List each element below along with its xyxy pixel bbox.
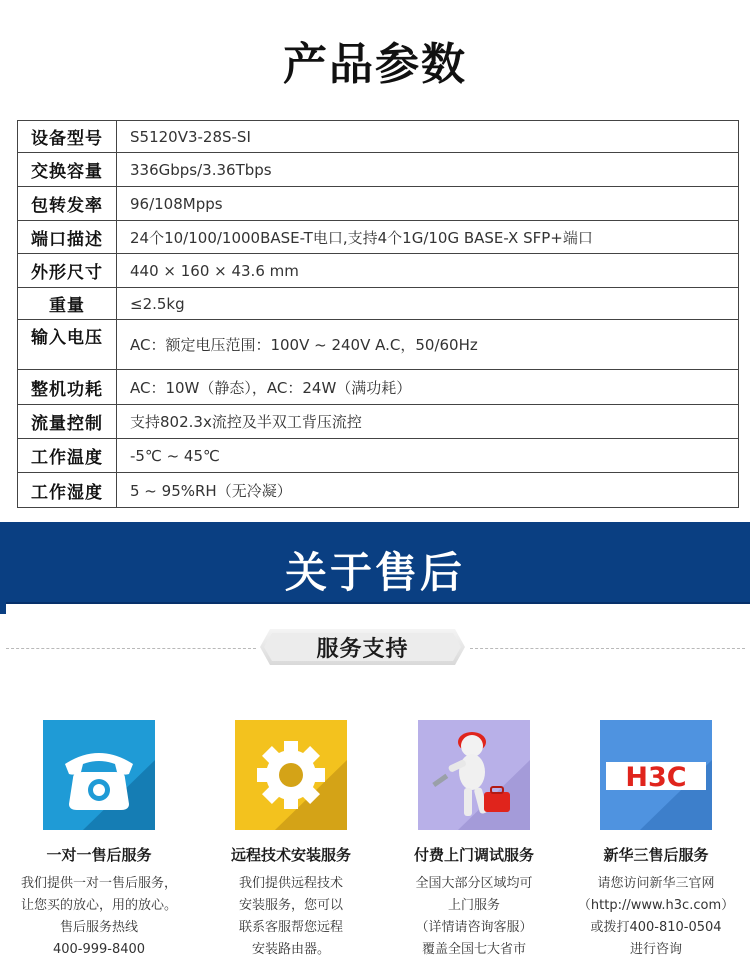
table-row xyxy=(18,187,739,221)
service-desc: 全国大部分区域均可 上门服务 （详情请咨询客服） 覆盖全国七大省市 xyxy=(415,876,533,957)
param-key: 工作温度 xyxy=(18,439,117,473)
table-row xyxy=(18,473,739,508)
table-row xyxy=(18,288,739,320)
param-key: 端口描述 xyxy=(18,221,117,254)
param-value: 支持802.3x流控及半双工背压流控 xyxy=(117,405,739,439)
divider-left xyxy=(6,648,256,649)
param-value: 5 ~ 95%RH（无冷凝） xyxy=(117,473,739,508)
param-key: 整机功耗 xyxy=(18,370,117,405)
table-row xyxy=(18,221,739,254)
param-value: 440 × 160 × 43.6 mm xyxy=(117,254,739,288)
divider-right xyxy=(470,648,745,649)
param-key: 交换容量 xyxy=(18,153,117,187)
table-row xyxy=(18,254,739,288)
service-remote-install xyxy=(199,720,383,961)
param-key: 设备型号 xyxy=(18,121,117,153)
param-key: 重量 xyxy=(18,288,117,320)
param-value: AC：10W（静态），AC：24W（满功耗） xyxy=(117,370,739,405)
table-row xyxy=(18,405,739,439)
param-value: -5℃ ~ 45℃ xyxy=(117,439,739,473)
repairman-icon xyxy=(418,720,530,830)
table-row xyxy=(18,121,739,153)
service-onsite xyxy=(382,720,566,961)
service-name: 付费上门调试服务 xyxy=(413,846,534,864)
param-key: 包转发率 xyxy=(18,187,117,221)
param-value: AC：额定电压范围：100V ~ 240V A.C，50/60Hz xyxy=(117,320,739,370)
param-key: 流量控制 xyxy=(18,405,117,439)
table-row xyxy=(18,370,739,405)
param-value: 24个10/100/1000BASE-T电口,支持4个1G/10G BASE-X SFP+端口 xyxy=(117,221,739,254)
h3c-logo xyxy=(600,720,712,830)
param-key: 工作湿度 xyxy=(18,473,117,508)
support-label: 服务支持 xyxy=(316,637,409,662)
service-desc: 我们提供远程技术 安装服务，您可以 联系客服帮您远程 安装路由器。 xyxy=(238,876,343,957)
param-value: S5120V3-28S-SI xyxy=(117,121,739,153)
param-value: ≤2.5kg xyxy=(117,288,739,320)
table-row xyxy=(18,439,739,473)
service-name: 远程技术安装服务 xyxy=(230,846,351,864)
params-table xyxy=(17,120,739,508)
service-desc: 我们提供一对一售后服务， 让您买的放心，用的放心。 售后服务热线 400-999-8400 xyxy=(20,876,177,957)
table-row xyxy=(18,153,739,187)
service-name: 新华三售后服务 xyxy=(603,846,709,864)
h3c-logo-text: H3C xyxy=(625,762,687,793)
service-desc: 请您访问新华三官网 （http://www.h3c.com） 或拨打400-810-0504 进行咨询 xyxy=(577,876,735,957)
gear-icon xyxy=(235,720,347,830)
params-title: 产品参数 xyxy=(283,39,467,90)
table-row xyxy=(18,320,739,370)
support-heading xyxy=(260,627,465,667)
param-key: 输入电压 xyxy=(18,320,117,370)
param-value: 336Gbps/3.36Tbps xyxy=(117,153,739,187)
param-value: 96/108Mpps xyxy=(117,187,739,221)
param-key: 外形尺寸 xyxy=(18,254,117,288)
service-one-on-one xyxy=(7,720,191,961)
service-h3c xyxy=(564,720,748,961)
service-name: 一对一售后服务 xyxy=(46,846,152,864)
telephone-icon xyxy=(43,720,155,830)
after-sales-title: 关于售后 xyxy=(284,548,465,597)
